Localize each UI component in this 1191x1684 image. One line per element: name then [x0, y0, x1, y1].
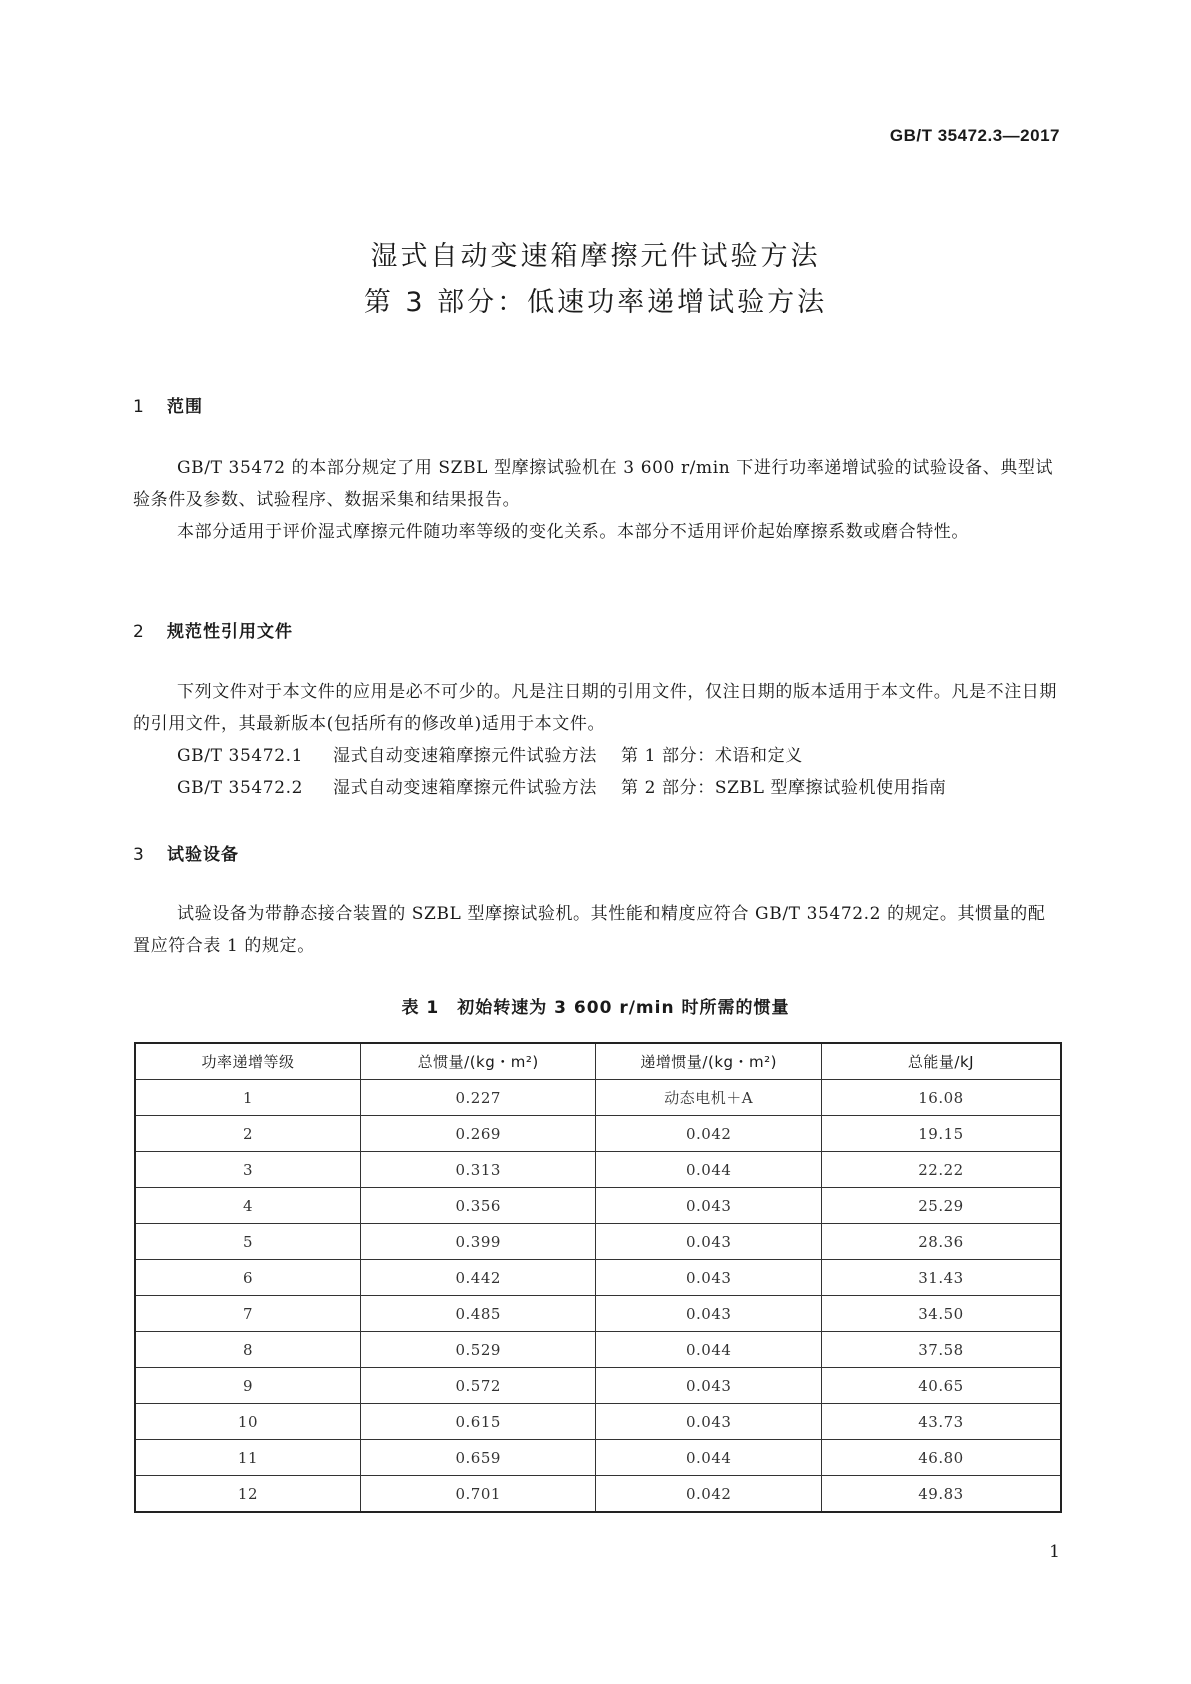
table-cell: 25.29: [822, 1188, 1062, 1224]
section-1-body: [133, 452, 1063, 548]
section-3-body: [133, 898, 1063, 962]
reference-list: [133, 740, 1063, 804]
doc-subtitle: 第 3 部分：低速功率递增试验方法: [363, 287, 828, 318]
table-cell: 0.313: [360, 1152, 596, 1188]
section-title: 试验设备: [167, 845, 239, 865]
table-caption: 表 1 初始转速为 3 600 r/min 时所需的惯量: [401, 998, 790, 1018]
table-cell: 动态电机＋A: [596, 1080, 822, 1116]
section-title: 规范性引用文件: [167, 622, 293, 642]
table-cell: 0.227: [360, 1080, 596, 1116]
table-cell: 16.08: [822, 1080, 1062, 1116]
column-header: 总能量/kJ: [822, 1043, 1062, 1080]
table-cell: 0.572: [360, 1368, 596, 1404]
table-cell: 0.042: [596, 1116, 822, 1152]
section-title: 范围: [167, 397, 203, 417]
table-cell: 0.615: [360, 1404, 596, 1440]
table-cell: 0.269: [360, 1116, 596, 1152]
table-cell: 0.043: [596, 1188, 822, 1224]
table-cell: 3: [135, 1152, 360, 1188]
section-2-body: [133, 676, 1063, 740]
table-cell: 0.044: [596, 1152, 822, 1188]
section-number: 2: [133, 622, 145, 642]
table-cell: 4: [135, 1188, 360, 1224]
table-cell: 10: [135, 1404, 360, 1440]
table-cell: 49.83: [822, 1476, 1062, 1513]
table-cell: 0.043: [596, 1260, 822, 1296]
reference-part: 第 1 部分：术语和定义: [621, 746, 803, 766]
table-cell: 37.58: [822, 1332, 1062, 1368]
table-row: [135, 1440, 1061, 1476]
reference-code: GB/T 35472.2: [177, 778, 304, 798]
section-heading-2: [133, 617, 293, 642]
table-cell: 6: [135, 1260, 360, 1296]
table-cell: 0.442: [360, 1260, 596, 1296]
table-row: [135, 1404, 1061, 1440]
table-cell: 5: [135, 1224, 360, 1260]
column-header: 功率递增等级: [135, 1043, 360, 1080]
table-cell: 40.65: [822, 1368, 1062, 1404]
table-cell: 0.356: [360, 1188, 596, 1224]
table-cell: 46.80: [822, 1440, 1062, 1476]
column-header: 递增惯量/(kg・m²): [596, 1043, 822, 1080]
table-cell: 34.50: [822, 1296, 1062, 1332]
standard-id: GB/T 35472.3—2017: [889, 126, 1060, 145]
table-cell: 7: [135, 1296, 360, 1332]
table-row: [135, 1080, 1061, 1116]
reference-title: 湿式自动变速箱摩擦元件试验方法: [333, 778, 597, 798]
table-cell: 0.043: [596, 1404, 822, 1440]
table-cell: 0.043: [596, 1224, 822, 1260]
table-cell: 0.529: [360, 1332, 596, 1368]
table-cell: 1: [135, 1080, 360, 1116]
table-row: [135, 1188, 1061, 1224]
paragraph: 下列文件对于本文件的应用是必不可少的。凡是注日期的引用文件，仅注日期的版本适用于本文件。凡是不注日期的引用文件，其最新版本(包括所有的修改单)适用于本文件。: [133, 682, 1057, 734]
table-row: [135, 1476, 1061, 1513]
table-cell: 0.485: [360, 1296, 596, 1332]
column-header: 总惯量/(kg・m²): [360, 1043, 596, 1080]
table-header-row: [135, 1043, 1061, 1080]
table-cell: 11: [135, 1440, 360, 1476]
paragraph: GB/T 35472 的本部分规定了用 SZBL 型摩擦试验机在 3 600 r/min 下进行功率递增试验的试验设备、典型试验条件及参数、试验程序、数据采集和结果报告。: [133, 458, 1054, 510]
doc-title: 湿式自动变速箱摩擦元件试验方法: [370, 241, 821, 272]
reference-title: 湿式自动变速箱摩擦元件试验方法: [333, 746, 597, 766]
table-cell: 28.36: [822, 1224, 1062, 1260]
table-row: [135, 1296, 1061, 1332]
table-row: [135, 1260, 1061, 1296]
reference-part: 第 2 部分：SZBL 型摩擦试验机使用指南: [621, 778, 947, 798]
table-cell: 0.044: [596, 1332, 822, 1368]
reference-code: GB/T 35472.1: [177, 746, 304, 766]
table-cell: 0.659: [360, 1440, 596, 1476]
table-cell: 19.15: [822, 1116, 1062, 1152]
section-number: 3: [133, 845, 145, 865]
table-cell: 43.73: [822, 1404, 1062, 1440]
table-cell: 22.22: [822, 1152, 1062, 1188]
table-cell: 0.042: [596, 1476, 822, 1513]
table-cell: 2: [135, 1116, 360, 1152]
page-number: 1: [1049, 1542, 1060, 1562]
table-cell: 9: [135, 1368, 360, 1404]
section-heading-3: [133, 840, 239, 865]
table-cell: 0.043: [596, 1296, 822, 1332]
table-cell: 0.044: [596, 1440, 822, 1476]
table-cell: 0.701: [360, 1476, 596, 1513]
table-cell: 12: [135, 1476, 360, 1513]
paragraph: 试验设备为带静态接合装置的 SZBL 型摩擦试验机。其性能和精度应符合 GB/T 35472.2 的规定。其惯量的配置应符合表 1 的规定。: [133, 904, 1046, 956]
table-cell: 31.43: [822, 1260, 1062, 1296]
inertia-table: [134, 1042, 1062, 1513]
table-row: [135, 1116, 1061, 1152]
table-cell: 8: [135, 1332, 360, 1368]
table-cell: 0.043: [596, 1368, 822, 1404]
table-row: [135, 1152, 1061, 1188]
reference-item: [133, 740, 1063, 772]
reference-item: [133, 772, 1063, 804]
section-number: 1: [133, 397, 145, 417]
table-row: [135, 1368, 1061, 1404]
section-heading-1: [133, 392, 203, 417]
table-row: [135, 1332, 1061, 1368]
table-row: [135, 1224, 1061, 1260]
table-cell: 0.399: [360, 1224, 596, 1260]
paragraph: 本部分适用于评价湿式摩擦元件随功率等级的变化关系。本部分不适用评价起始摩擦系数或磨合特性。: [177, 522, 969, 542]
